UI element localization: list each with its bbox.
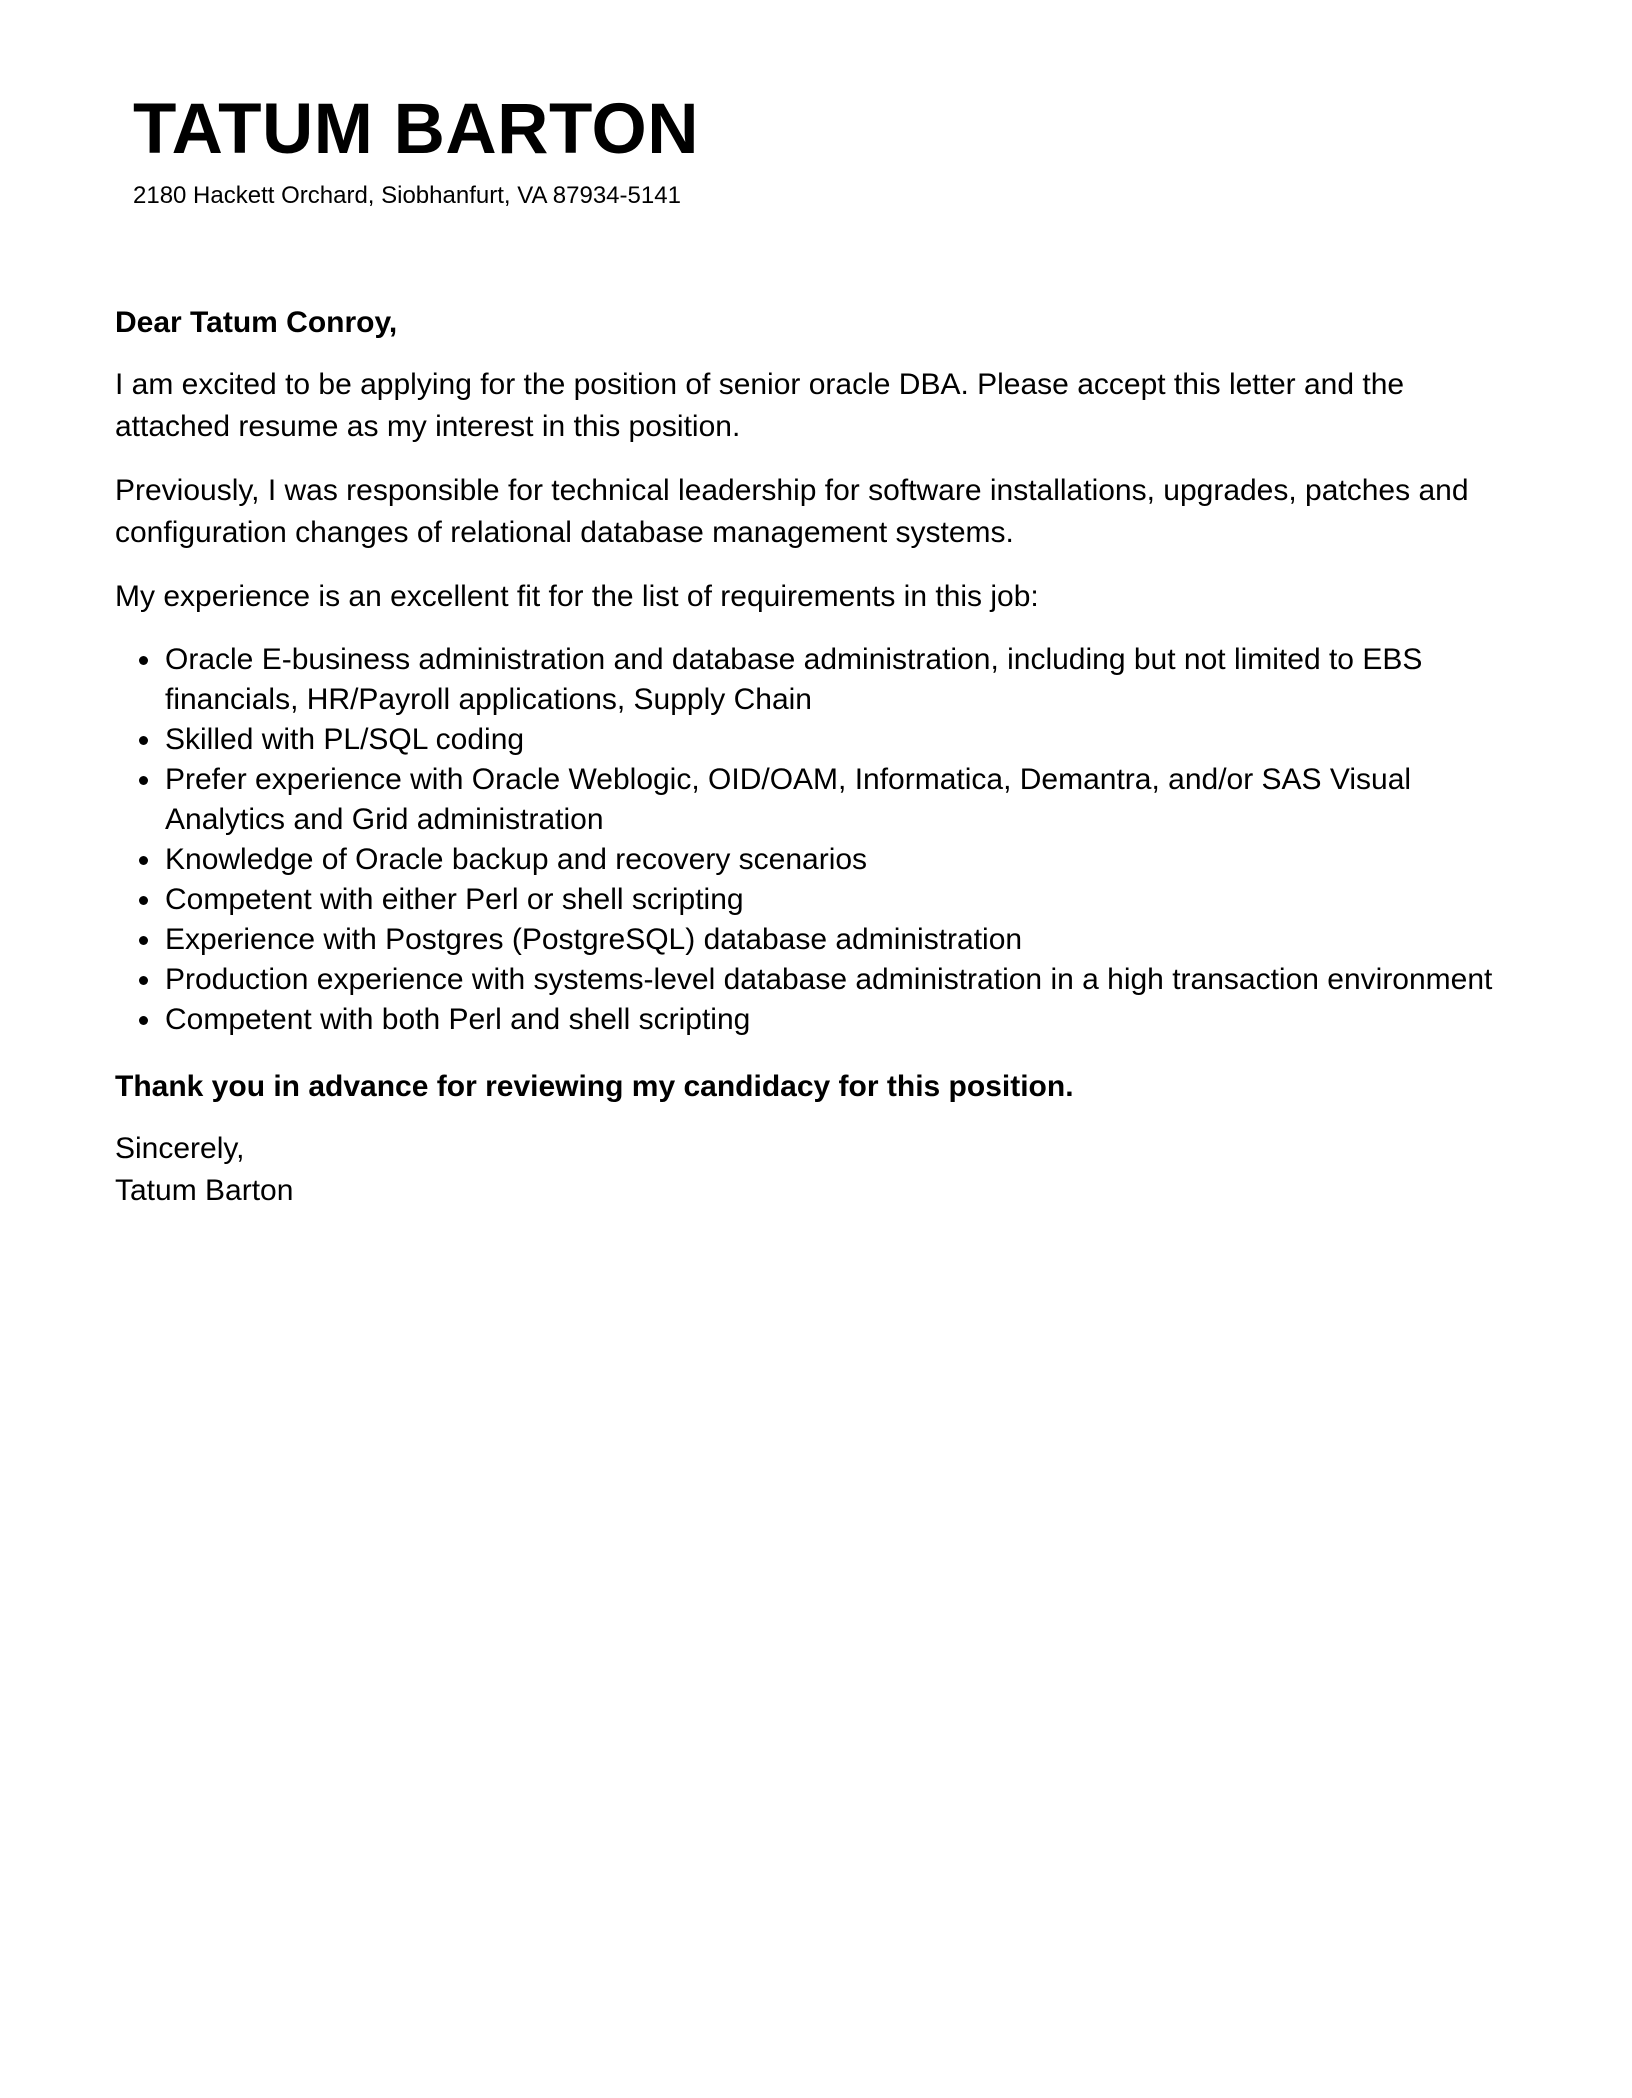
- signoff-text: Sincerely,: [115, 1132, 245, 1165]
- list-item: • Skilled with PL/SQL coding: [163, 720, 1515, 760]
- closing-statement: Thank you in advance for reviewing my candidacy for this position.: [115, 1070, 1074, 1103]
- list-item: • Experience with Postgres (PostgreSQL) database administration: [163, 920, 1515, 960]
- list-item: • Production experience with systems-level database administration in a high transaction environment: [163, 960, 1515, 1000]
- sender-name: TATUM BARTON: [133, 90, 700, 169]
- signature-name: Tatum Barton: [115, 1174, 294, 1207]
- letter-body: [115, 302, 1515, 1212]
- requirements-list: [115, 640, 1515, 1040]
- list-item: • Prefer experience with Oracle Weblogic, OID/OAM, Informatica, Demantra, and/or SAS Visual Analytics and Grid administration: [163, 760, 1515, 840]
- salutation: Dear Tatum Conroy,: [115, 306, 398, 339]
- list-item: • Knowledge of Oracle backup and recovery scenarios: [163, 840, 1515, 880]
- list-item: • Oracle E-business administration and database administration, including but not limited to EBS financials, HR/Payroll applications, Supply Chain: [163, 640, 1515, 720]
- intro-paragraph: I am excited to be applying for the position of senior oracle DBA. Please accept this letter and the attached resume as my interest in this position.: [115, 368, 1405, 443]
- experience-paragraph: Previously, I was responsible for technical leadership for software installations, upgrades, patches and configuration changes of relational database management systems.: [115, 474, 1469, 549]
- letter-header: [133, 88, 1433, 212]
- signoff: [115, 1128, 1515, 1212]
- list-item: • Competent with either Perl or shell scripting: [163, 880, 1515, 920]
- sender-address: 2180 Hackett Orchard, Siobhanfurt, VA 87934-5141: [133, 182, 681, 209]
- requirements-intro: My experience is an excellent fit for the list of requirements in this job:: [115, 580, 1039, 613]
- list-item: • Competent with both Perl and shell scripting: [163, 1000, 1515, 1040]
